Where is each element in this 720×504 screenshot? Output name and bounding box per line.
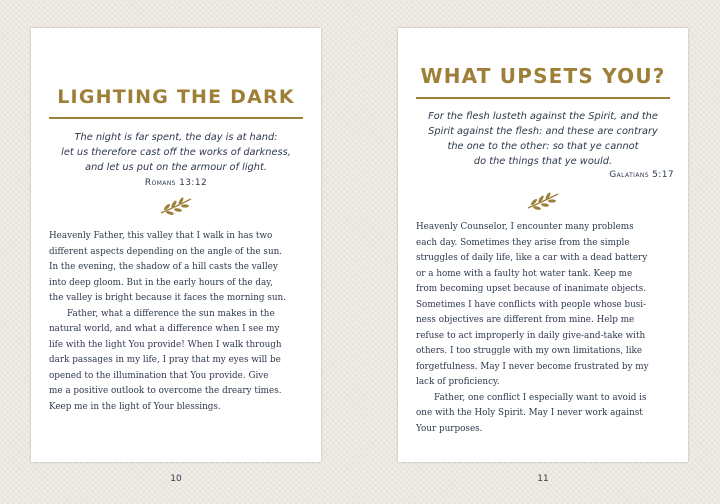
text-line: or a home with a faulty hot water tank. Keep me bbox=[416, 268, 633, 279]
left-page bbox=[31, 28, 321, 484]
text-line: Father, what a difference the sun makes in the bbox=[67, 308, 275, 319]
text-line: lack of proficiency. bbox=[416, 377, 500, 387]
olive-branch-icon bbox=[158, 196, 194, 216]
page-title: LIGHTING THE DARK bbox=[57, 86, 295, 108]
verse-line: the one to the other: so that ye cannot bbox=[447, 141, 639, 152]
text-line: In the evening, the shadow of a hill casts the valley bbox=[49, 262, 278, 272]
text-line: from becoming upset because of inanimate objects. bbox=[416, 284, 647, 294]
verse-line: do the things that ye would. bbox=[473, 156, 613, 167]
text-line: one with the Holy Spirit. May I never work against bbox=[416, 408, 643, 418]
text-line: struggles of daily life, like a car with a dead battery bbox=[416, 253, 648, 263]
text-line: me a positive outlook to overcome the dreary times. bbox=[49, 386, 282, 396]
text-line: forgetfulness. May I never become frustrated by my bbox=[416, 361, 649, 372]
text-line: Keep me in the light of Your blessings. bbox=[49, 401, 221, 412]
text-line: natural world, and what a difference when I see my bbox=[49, 324, 280, 334]
verse-line: and let us put on the armour of light. bbox=[85, 162, 267, 173]
verse-line: For the flesh lusteth against the Spirit, and the bbox=[428, 111, 658, 122]
olive-branch-icon bbox=[525, 191, 561, 211]
text-line: Father, one conflict I especially want to avoid is bbox=[434, 392, 647, 403]
page-number: 11 bbox=[537, 474, 549, 484]
text-line: into deep gloom. But in the early hours of the day, bbox=[49, 277, 273, 288]
page-title: WHAT UPSETS YOU? bbox=[420, 64, 666, 88]
text-line: Your purposes. bbox=[416, 423, 483, 434]
title-divider bbox=[49, 117, 303, 119]
text-line: refuse to act improperly in daily give-and-take with bbox=[416, 330, 646, 341]
text-line: life with the light You provide! When I walk through bbox=[49, 339, 282, 350]
text-line: Heavenly Father, this valley that I walk in has two bbox=[49, 231, 273, 241]
text-line: different aspects depending on the angle of the sun. bbox=[49, 246, 283, 257]
prayer-text bbox=[416, 220, 672, 437]
prayer-text bbox=[49, 229, 305, 415]
verse-line: let us therefore cast off the works of darkness, bbox=[61, 147, 291, 158]
title-divider bbox=[416, 97, 670, 99]
page-number: 10 bbox=[170, 474, 182, 484]
text-line: Sometimes I have conflicts with people whose busi- bbox=[416, 299, 647, 310]
text-line: each day. Sometimes they arise from the simple bbox=[416, 237, 630, 248]
text-line: opened to the illumination that You provide. Give bbox=[49, 370, 269, 381]
text-line: the valley is bright because it faces the morning sun. bbox=[49, 293, 286, 303]
right-page bbox=[398, 28, 688, 484]
scripture-verse bbox=[412, 109, 674, 169]
text-line: others. I too struggle with my own limitations, like bbox=[416, 346, 643, 356]
scripture-verse bbox=[45, 130, 307, 175]
text-line: Heavenly Counselor, I encounter many problems bbox=[416, 222, 634, 232]
verse-line: The night is far spent, the day is at hand: bbox=[74, 132, 278, 143]
text-line: ness objectives are different from mine. Help me bbox=[416, 315, 635, 325]
text-line: dark passages in my life, I pray that my eyes will be bbox=[49, 355, 281, 365]
verse-line: Spirit against the flesh: and these are contrary bbox=[428, 126, 658, 137]
scripture-reference: Romans 13:12 bbox=[144, 178, 208, 188]
scripture-reference: Galatians 5:17 bbox=[609, 170, 674, 180]
